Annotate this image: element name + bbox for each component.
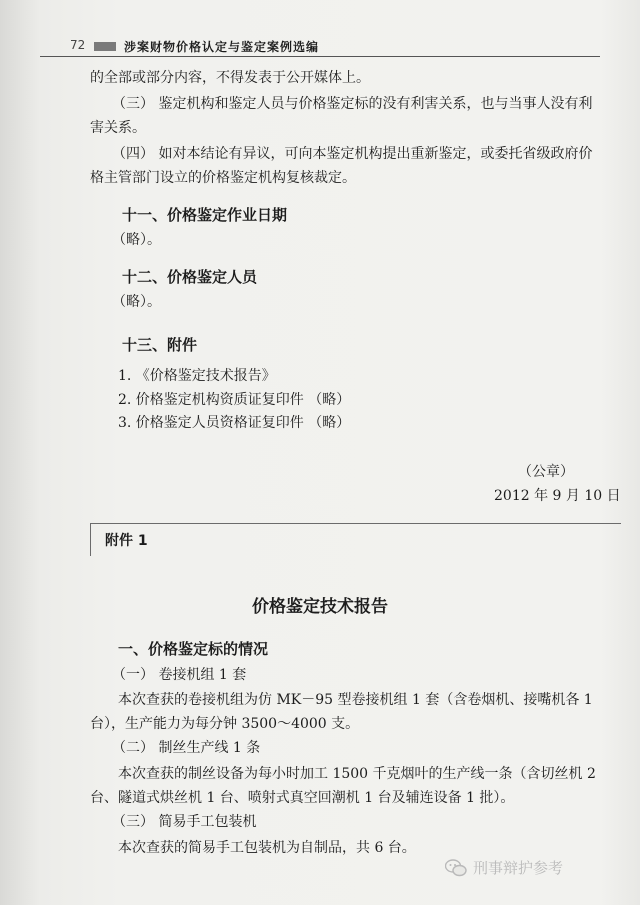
subsection-3-heading: （三） 简易手工包装机 bbox=[112, 814, 257, 830]
page-number: 72 bbox=[70, 38, 86, 52]
subsection-2-heading: （二） 制丝生产线 1 条 bbox=[112, 740, 261, 756]
item-3-line-2: 害关系。 bbox=[90, 120, 146, 136]
watermark-text: 刑事辩护参考 bbox=[473, 859, 564, 877]
subsection-2-line-2: 台、隧道式烘丝机 1 台、喷射式真空回潮机 1 台及辅连设备 1 批）。 bbox=[90, 790, 515, 806]
attachment-list-item: 1. 《价格鉴定技术报告》 bbox=[118, 368, 276, 384]
section-12-heading: 十二、价格鉴定人员 bbox=[122, 268, 258, 286]
subsection-1-line-1: 本次查获的卷接机组为仿 MK－95 型卷接机组 1 套（含卷烟机、接嘴机各 1 bbox=[118, 692, 593, 708]
section-13-heading: 十三、附件 bbox=[122, 336, 198, 354]
document-date: 2012 年 9 月 10 日 bbox=[494, 488, 621, 504]
subsection-1-line-2: 台），生产能力为每分钟 3500～4000 支。 bbox=[90, 716, 360, 732]
section-11-heading: 十一、价格鉴定作业日期 bbox=[122, 206, 288, 224]
report-section-1-heading: 一、价格鉴定标的情况 bbox=[118, 640, 269, 658]
item-4-line-1: （四） 如对本结论有异议，可向本鉴定机构提出重新鉴定，或委托省级政府价 bbox=[112, 146, 593, 162]
section-12-text: （略）。 bbox=[112, 294, 161, 310]
report-title: 价格鉴定技术报告 bbox=[252, 597, 388, 617]
paragraph-continuation: 的全部或部分内容，不得发表于公开媒体上。 bbox=[90, 70, 370, 86]
attachment-label: 附件 1 bbox=[105, 533, 148, 549]
watermark bbox=[445, 857, 563, 878]
wechat-icon bbox=[445, 859, 467, 877]
item-4-line-2: 格主管部门设立的价格鉴定机构复核裁定。 bbox=[90, 170, 356, 186]
header-rule bbox=[40, 56, 600, 57]
page-header bbox=[40, 38, 600, 58]
subsection-3-line-1: 本次查获的简易手工包装机为自制品，共 6 台。 bbox=[118, 840, 416, 856]
section-11-text: （略）。 bbox=[112, 232, 161, 248]
attachment-list-item: 3. 价格鉴定人员资格证复印件 （略） bbox=[118, 415, 351, 431]
subsection-2-line-1: 本次查获的制丝设备为每小时加工 1500 千克烟叶的生产线一条（含切丝机 2 bbox=[118, 766, 596, 782]
official-seal-note: （公章） bbox=[518, 464, 574, 480]
subsection-1-heading: （一） 卷接机组 1 套 bbox=[112, 667, 247, 683]
attachment-label-box bbox=[90, 523, 621, 556]
item-3-line-1: （三） 鉴定机构和鉴定人员与价格鉴定标的没有利害关系，也与当事人没有利 bbox=[112, 96, 593, 112]
attachment-list-item: 2. 价格鉴定机构资质证复印件 （略） bbox=[118, 392, 351, 408]
header-bar-mark bbox=[94, 42, 116, 51]
book-title: 涉案财物价格认定与鉴定案例选编 bbox=[124, 40, 320, 54]
